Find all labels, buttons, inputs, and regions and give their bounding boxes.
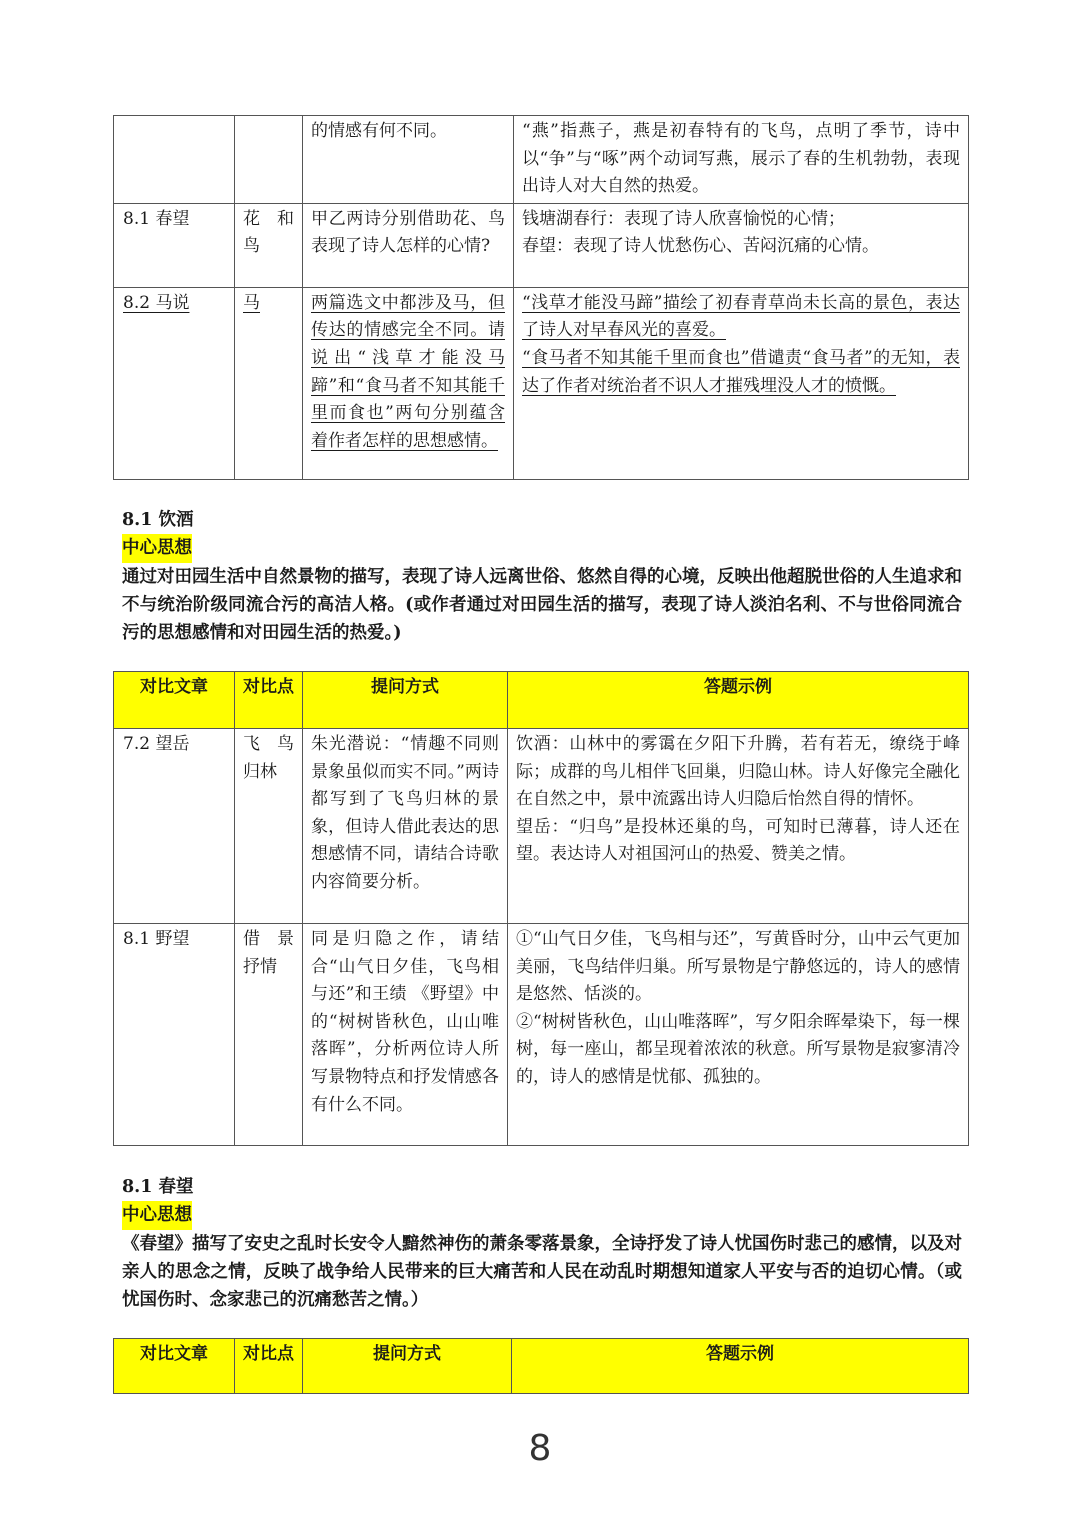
question-cell	[303, 116, 514, 204]
table-row	[114, 203, 969, 287]
article-cell: 8.2 马说	[114, 287, 235, 479]
table-header-row	[114, 672, 969, 729]
section-body: 通过对田园生活中自然景物的描写，表现了诗人远离世俗、悠然自得的心境，反映出他超脱世俗的人生追求和不与统治阶级同流合污的高洁人格。(或作者通过对田园生活的描写，表现了诗人淡泊名利、不与世俗同流合污的思想感情和对田园生活的热爱。)	[122, 566, 962, 644]
point-cell: 借 景抒情	[235, 924, 303, 1146]
article-cell: 8.1 春望	[114, 203, 235, 287]
keyword-highlight: 中心思想	[122, 534, 192, 562]
header-answer: 答题示例	[508, 672, 969, 729]
article-cell: 8.1 野望	[114, 924, 235, 1146]
comparison-table-continued	[113, 115, 969, 480]
answer-text: ②“树树皆秋色，山山唯落晖”，写夕阳余晖晕染下，每一棵树，每一座山，都呈现着浓浓的秋意。所写景物是寂寥清冷的，诗人的感情是忧郁、孤独的。	[516, 1011, 960, 1087]
point-cell	[235, 116, 303, 204]
question-cell	[303, 924, 508, 1146]
header-question: 提问方式	[303, 672, 508, 729]
question-text: 朱光潜说：“情趣不同则景象虽似而实不同。”两诗都写到了飞鸟归林的景象，但诗人借此表达的思想感情不同，请结合诗歌内容简要分析。	[311, 734, 499, 892]
answer-cell	[508, 729, 969, 924]
answer-text: 钱塘湖春行：表现了诗人欣喜愉悦的心情；	[522, 208, 845, 229]
answer-text: ①“山气日夕佳，飞鸟相与还”，写黄昏时分，山中云气更加美丽，飞鸟结伴归巢。所写景物是宁静悠远的，诗人的感情是悠然、恬淡的。	[516, 929, 960, 1005]
answer-text: “燕”指燕子，燕是初春特有的飞鸟，点明了季节，诗中以“争”与“啄”两个动词写燕，展示了春的生机勃勃，表现出诗人对大自然的热爱。	[522, 121, 960, 197]
section-title: 8.1 饮酒	[122, 510, 194, 530]
table-row	[114, 287, 969, 479]
table-row	[114, 729, 969, 924]
table-row	[114, 116, 969, 204]
answer-text: “浅草才能没马蹄”描绘了初春青草尚未长高的景色，表达了诗人对早春风光的喜爱。	[522, 292, 960, 341]
comparison-table-yinjiu	[113, 671, 969, 1146]
article-cell	[114, 116, 235, 204]
page-number: 8	[528, 1428, 552, 1469]
point-cell: 花 和鸟	[235, 203, 303, 287]
header-answer: 答题示例	[512, 1339, 969, 1394]
question-text: 甲乙两诗分别借助花、鸟表现了诗人怎样的心情?	[311, 208, 505, 257]
header-point: 对比点	[235, 1339, 303, 1394]
section-title: 8.1 春望	[122, 1177, 194, 1197]
answer-cell	[514, 116, 969, 204]
answer-text: 春望：表现了诗人忧愁伤心、苦闷沉痛的心情。	[522, 236, 879, 257]
question-cell	[303, 729, 508, 924]
point-cell: 飞 鸟归林	[235, 729, 303, 924]
answer-text: 饮酒：山林中的雾霭在夕阳下升腾，若有若无，缭绕于峰际；成群的鸟儿相伴飞回巢，归隐山林。诗人好像完全融化在自然之中，景中流露出诗人归隐后怡然自得的情怀。	[516, 734, 960, 810]
answer-cell	[514, 203, 969, 287]
answer-text: 望岳：“归鸟”是投林还巢的鸟，可知时已薄暮，诗人还在望。表达诗人对祖国河山的热爱、赞美之情。	[516, 816, 960, 865]
question-cell	[303, 203, 514, 287]
question-text: 两篇选文中都涉及马，但传达的情感完全不同。请说出“浅草才能没马蹄”和“食马者不知其能千里而食也”两句分别蕴含着作者怎样的思想感情。	[311, 292, 505, 451]
point-cell: 马	[235, 287, 303, 479]
keyword-highlight: 中心思想	[122, 1201, 192, 1229]
section-yinjiu	[122, 506, 962, 647]
comparison-table-chunwang	[113, 1338, 969, 1394]
answer-cell	[508, 924, 969, 1146]
header-question: 提问方式	[303, 1339, 512, 1394]
answer-text: “食马者不知其能千里而食也”借谴责“食马者”的无知，表达了作者对统治者不识人才摧残埋没人才的愤慨。	[522, 347, 960, 396]
question-text: 同是归隐之作，请结合“山气日夕佳，飞鸟相与还”和王绩 《野望》中的“树树皆秋色，山山唯落晖”，分析两位诗人所写景物特点和抒发情感各有什么不同。	[311, 929, 499, 1115]
article-cell: 7.2 望岳	[114, 729, 235, 924]
header-article: 对比文章	[114, 672, 235, 729]
section-chunwang	[122, 1173, 962, 1314]
header-article: 对比文章	[114, 1339, 235, 1394]
section-body: 《春望》描写了安史之乱时长安令人黯然神伤的萧条零落景象，全诗抒发了诗人忧国伤时悲己的感情，以及对亲人的思念之情，反映了战争给人民带来的巨大痛苦和人民在动乱时期想知道家人平安与否的迫切心情。（或忧国伤时、念家悲己的沉痛愁苦之情。）	[122, 1233, 962, 1311]
question-cell	[303, 287, 514, 479]
table-row	[114, 924, 969, 1146]
header-point: 对比点	[235, 672, 303, 729]
answer-cell	[514, 287, 969, 479]
table-header-row	[114, 1339, 969, 1394]
question-text: 的情感有何不同。	[311, 121, 447, 141]
